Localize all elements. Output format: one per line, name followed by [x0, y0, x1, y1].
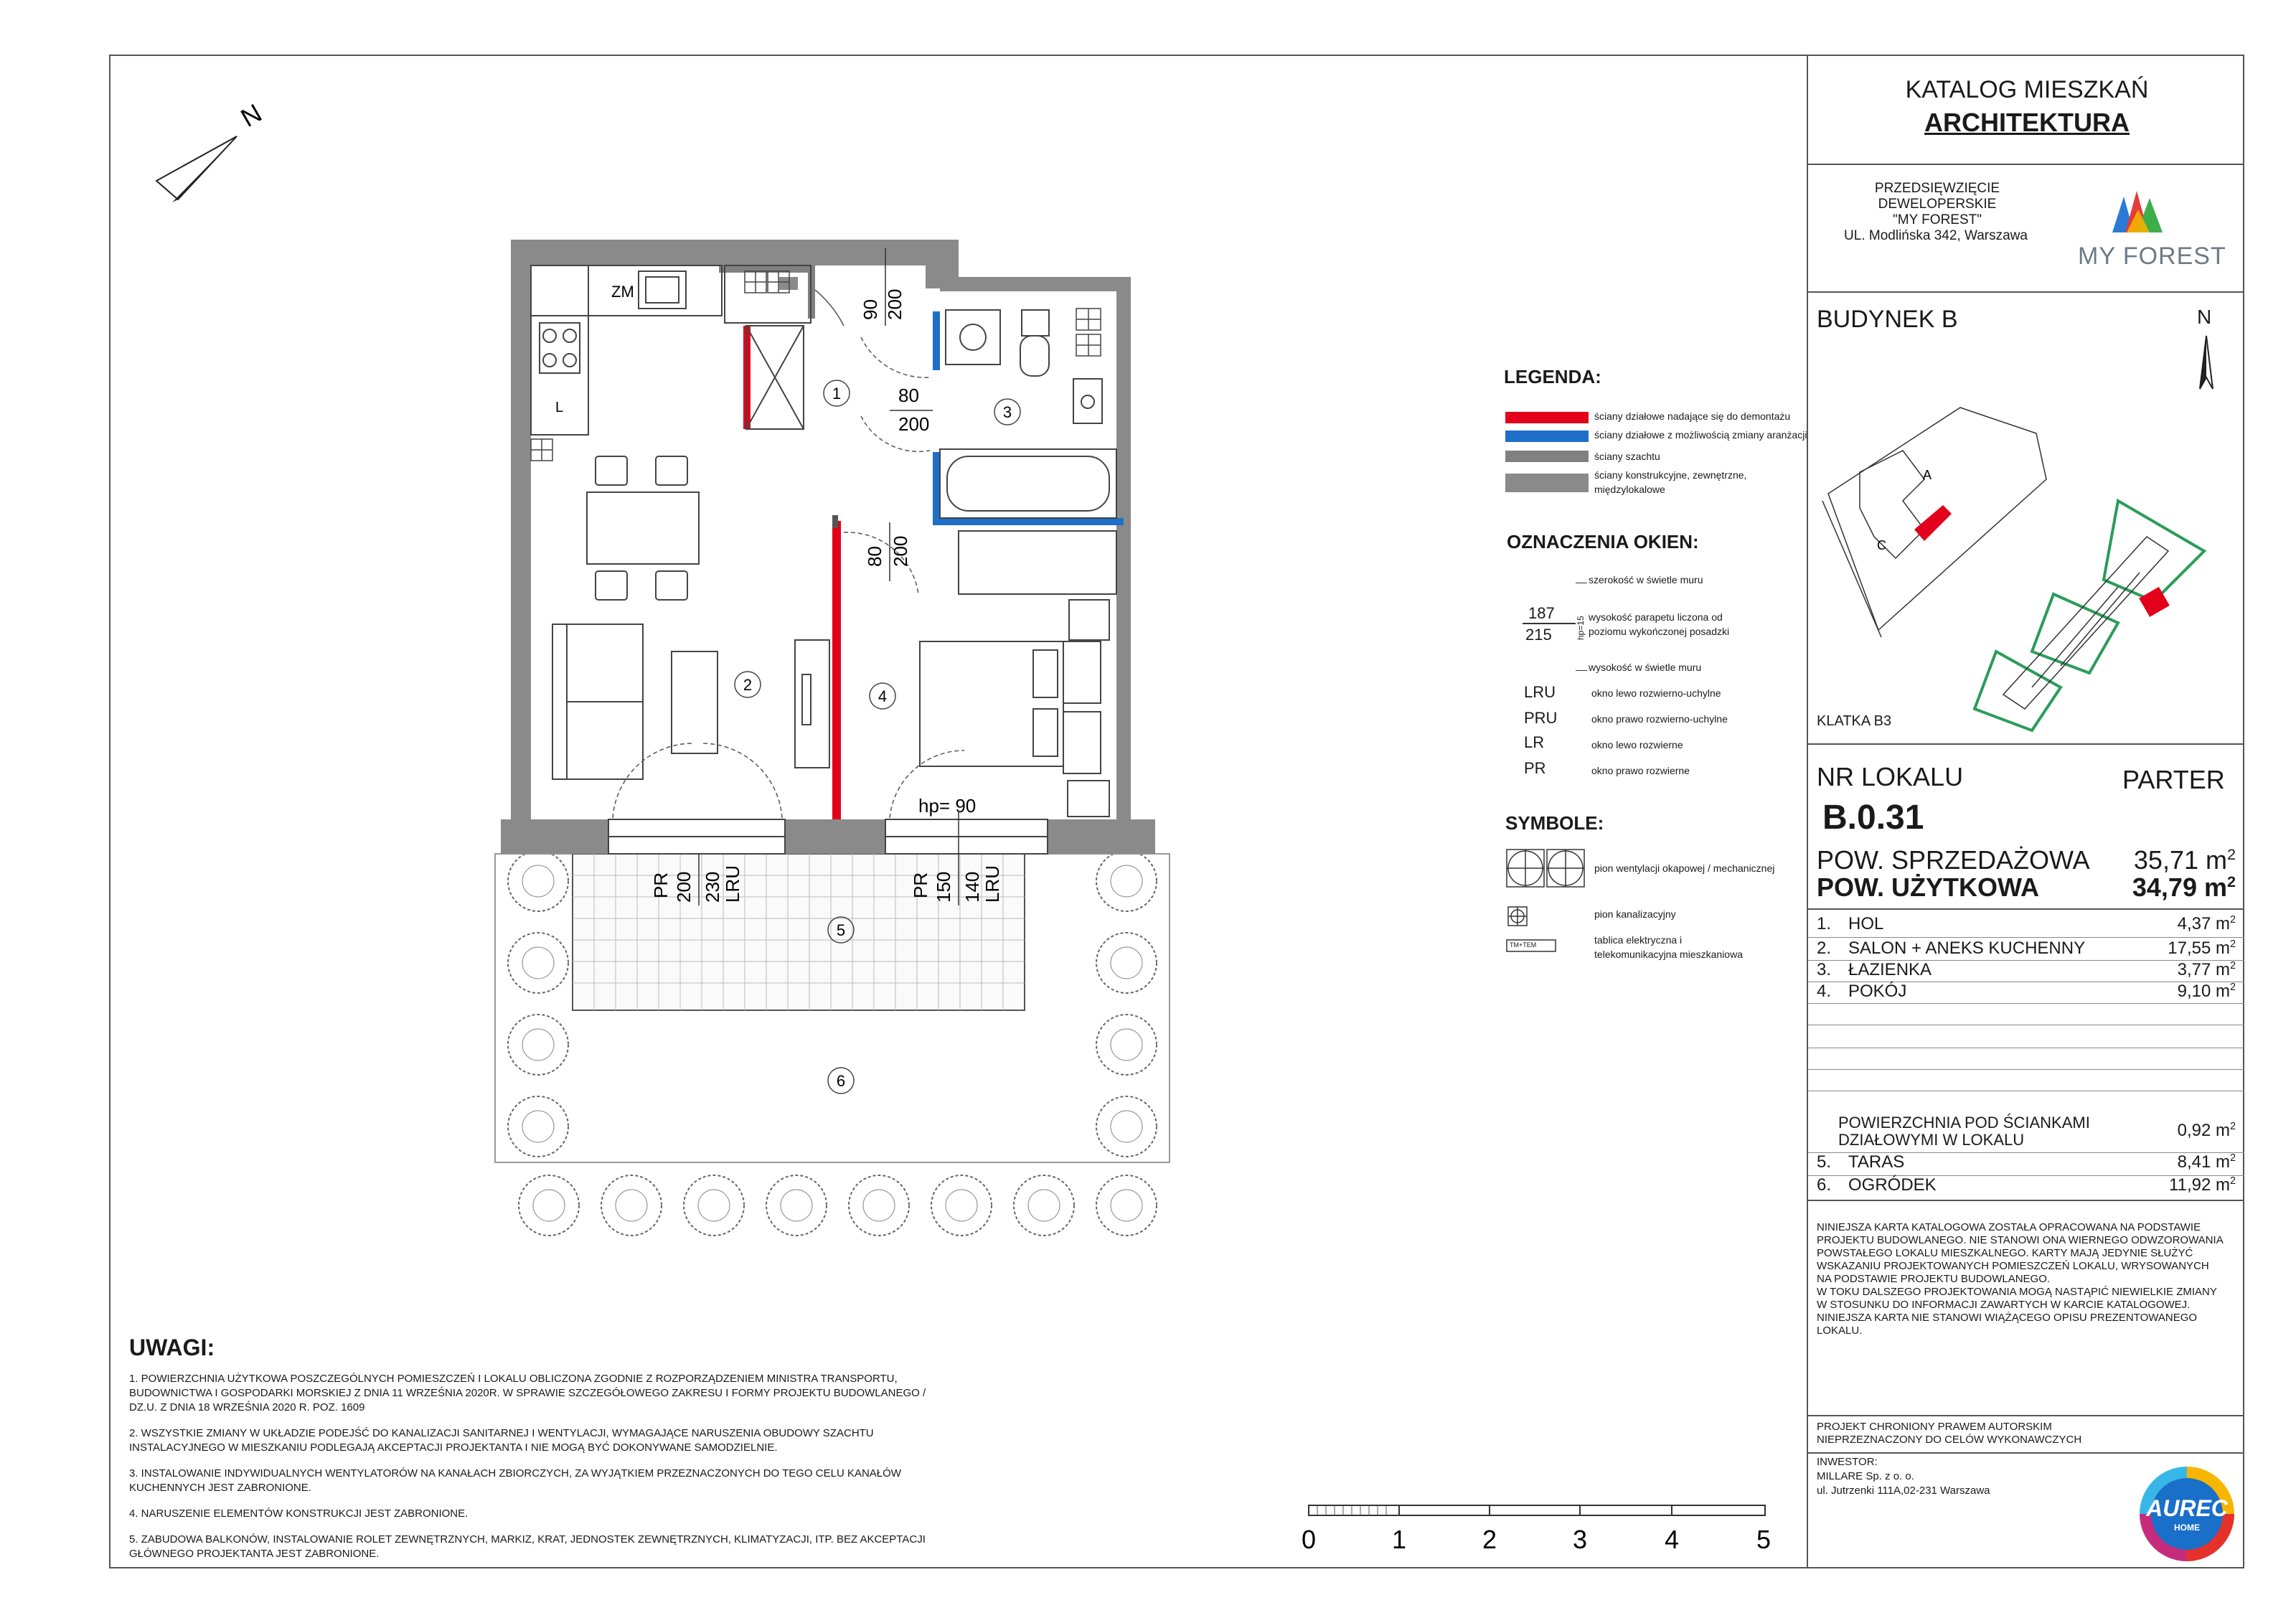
symbol-sewer: pion kanalizacyjny	[1594, 908, 1676, 920]
note-1: 1. POWIERZCHNIA UŻYTKOWA POSZCZEGÓLNYCH POMIESZCZEŃ I LOKALU OBLICZONA ZGODNIE Z ROZPORZĄDZENIEM MINISTRA TRANSPORTU, BUDOWNICTWA I GOSPODARKI MORSKIEJ Z DNIA 11 WRZEŚNIA 2020R. W SPRAWIE SZCZEGÓŁOWEGO ZAKRESU I FORMY PROJEKTU BUDOWLANEGO / DZ.U. Z DNIA 18 WRZEŚNIA 2020 R. POZ. 1609	[129, 1373, 926, 1413]
l-label: L	[555, 400, 564, 415]
stair-label: KLATKA B3	[1817, 713, 1892, 729]
legend-item-2: ściany działowe z możliwością zmiany aranżacji	[1594, 429, 1807, 441]
window-desc-parapet-1: wysokość parapetu liczona od	[1589, 611, 1723, 623]
bathroom	[940, 310, 1116, 518]
room-3-no: 3.	[1817, 960, 1832, 979]
room-number-5: 5	[836, 921, 846, 939]
window-sample-side: hp=15	[1576, 616, 1586, 640]
room-2-name: SALON + ANEKS KUCHENNY	[1848, 938, 2086, 958]
scale-tick-2: 2	[1482, 1525, 1497, 1554]
window-type-pr: PR	[1524, 759, 1546, 777]
window2-width: 150	[933, 871, 954, 903]
legend-swatch-red	[1505, 412, 1589, 423]
symbol-panel-2: telekomunikacyjna mieszkaniowa	[1594, 949, 1743, 960]
header-subtitle: ARCHITEKTURA	[1924, 108, 2130, 137]
room-1-no: 1.	[1817, 914, 1832, 933]
room-4-name: POKÓJ	[1848, 982, 1907, 1001]
walls-area-line1: POWIERZCHNIA POD ŚCIANKAMI	[1838, 1114, 2090, 1132]
outdoor-6-name: OGRÓDEK	[1848, 1175, 1937, 1195]
aurec-logo-text: AUREC	[2146, 1495, 2228, 1521]
door1-width: 90	[860, 299, 881, 320]
sales-area-value: 35,71 $m^2$	[2133, 845, 2236, 875]
unit-code: B.0.31	[1822, 799, 1924, 837]
scale-tick-4: 4	[1664, 1525, 1680, 1554]
scale-tick-3: 3	[1572, 1525, 1588, 1554]
window-type-lr: LR	[1524, 733, 1545, 751]
window2-type: PR	[910, 872, 931, 898]
windows-title: OZNACZENIA OKIEN:	[1507, 531, 1699, 552]
window-sample-bottom: 215	[1525, 626, 1552, 644]
outdoor-5-area: 8,41 $m^2$	[2177, 1152, 2236, 1172]
window-desc-height: wysokość w świetle muru	[1589, 662, 1702, 673]
panel-icon-text: TM+TEM	[1510, 941, 1537, 949]
site-map	[1817, 386, 2240, 745]
fridge-label: ZM	[611, 283, 634, 301]
my-forest-logo-icon	[2105, 188, 2170, 235]
window2-height: 140	[961, 871, 983, 903]
brand-name: MY FOREST	[2078, 243, 2226, 270]
door1-height: 200	[884, 288, 905, 320]
notes-list	[129, 1372, 933, 1573]
walls-area-line2: DZIAŁOWYMI W LOKALU	[1838, 1131, 2025, 1149]
bed	[920, 531, 1116, 817]
room-4-no: 4.	[1817, 982, 1832, 1001]
outdoor-6-area: 11,92 $m^2$	[2169, 1175, 2236, 1195]
note-4: 4. NARUSZENIE ELEMENTÓW KONSTRUKCJI JEST ZABRONIONE.	[129, 1507, 469, 1520]
developer-line4: UL. Modlińska 342, Warszawa	[1844, 228, 2028, 243]
disclaimer: NINIEJSZA KARTA KATALOGOWA ZOSTAŁA OPRACOWANA NA PODSTAWIE PROJEKTU BUDOWLANEGO. NIE STANOWI ONA WIERNEGO ODWZOROWANIA POWSTAŁEGO LOKALU MIESZKALNEGO. KARTY MAJĄ JEDYNIE SŁUŻYĆ WSKAZANIU PROJEKTOWANYCH POMIESZCZEŃ LOKALU, WRYSOWANYCH NA PODSTAWIE PROJEKTU BUDOWLANEGO. W TOKU DALSZEGO PROJEKTOWANIA MOGĄ NASTĄPIĆ NIEWIELKIE ZMIANY W STOSUNKU DO INFORMACJI ZAWARTYCH W KARCIE KATALOGOWEJ. NINIEJSZA KARTA NIE STANOWI WIĄŻĄCEGO OPISU PREZENTOWANEGO LOKALU.	[1817, 1221, 2224, 1337]
window-desc-width: szerokość w świetle muru	[1589, 574, 1703, 585]
scale-tick-0: 0	[1301, 1525, 1317, 1554]
note-2: 2. WSZYSTKIE ZMIANY W UKŁADZIE PODEJŚĆ DO KANALIZACJI SANITARNEJ I WENTYLACJI, WYMAGAJĄCE NARUSZENIA OBUDOWY SZACHTU INSTALACYJNEGO W MIESZKANIU PODLEGAJĄ AKCEPTACJI PROJEKTANTA I NIE MOGĄ BYĆ DOKONYWANE SAMODZIELNIE.	[129, 1427, 874, 1454]
hp-label: hp= 90	[918, 795, 977, 817]
outdoor-5-name: TARAS	[1848, 1152, 1905, 1172]
note-5: 5. ZABUDOWA BALKONÓW, INSTALOWANIE ROLET ZEWNĘTRZNYCH, MARKIZ, KRAT, JEDNOSTEK ZEWNĘTRZNYCH, KLIMATYZACJI, ITP. BEZ AKCEPTACJI GŁÓWNEGO PROJEKTANTA JEST ZABRONIONE.	[129, 1533, 926, 1560]
doors	[613, 290, 964, 818]
room-3-area: 3,77 $m^2$	[2177, 960, 2236, 979]
north-arrow-icon	[156, 98, 267, 202]
window-type-lru: LRU	[1524, 683, 1556, 701]
sales-area-label: POW. SPRZEDAŻOWA	[1817, 845, 2090, 875]
developer-line1: PRZEDSIĘWZIĘCIE	[1874, 181, 2000, 196]
header-title: KATALOG MIESZKAŃ	[1905, 76, 2149, 103]
dining-table	[587, 456, 699, 600]
developer-line3: "MY FOREST"	[1893, 212, 1982, 227]
terrace	[573, 854, 1025, 1010]
room-1-area: 4,37 $m^2$	[2177, 914, 2236, 933]
window1-height: 230	[702, 871, 723, 903]
building-north-arrow-icon	[2196, 334, 2217, 392]
legend-swatch-darkgray	[1505, 474, 1589, 492]
symbol-vent: pion wentylacji okapowej / mechanicznej	[1594, 862, 1775, 874]
scale-bar	[1309, 1505, 1765, 1515]
window-type-pru-desc: okno prawo rozwierno-uchylne	[1591, 713, 1728, 725]
room-1-name: HOL	[1848, 914, 1884, 933]
site-map-letter-c: C	[1877, 538, 1886, 552]
window-type-lr-desc: okno lewo rozwierne	[1591, 739, 1683, 751]
window1-opening: LRU	[722, 865, 743, 903]
window-sample-top: 187	[1528, 604, 1555, 622]
unit-nr-label: NR LOKALU	[1817, 762, 1964, 791]
window-type-pru: PRU	[1524, 709, 1558, 727]
sofa	[552, 624, 829, 779]
legend-swatch-blue	[1505, 431, 1589, 442]
notes-title: UWAGI:	[129, 1335, 215, 1360]
legend-item-3: ściany szachtu	[1594, 451, 1660, 462]
room-number-3: 3	[1002, 403, 1012, 421]
window2-opening: LRU	[982, 865, 1003, 903]
window-type-lru-desc: okno lewo rozwierno-uchylne	[1591, 687, 1721, 699]
site-map-letter-a: A	[1923, 468, 1932, 482]
aurec-logo-sub: HOME	[2174, 1523, 2200, 1533]
door2-width: 80	[898, 385, 919, 406]
scale-tick-1: 1	[1391, 1525, 1407, 1554]
walls-area-value: 0,92 $m^2$	[2177, 1121, 2236, 1140]
legend-item-4b: międzylokalowe	[1594, 484, 1665, 495]
window-type-pr-desc: okno prawo rozwierne	[1591, 765, 1690, 776]
outdoor-6-no: 6.	[1817, 1175, 1832, 1195]
door3-height: 200	[890, 535, 911, 567]
removable-walls	[743, 326, 841, 819]
developer-line2: DEWELOPERSKIE	[1878, 197, 1997, 212]
investor: INWESTOR: MILLARE Sp. z o. o. ul. Jutrzenki 111A,02-231 Warszawa	[1817, 1456, 1990, 1497]
outdoor-5-no: 5.	[1817, 1152, 1832, 1172]
room-3-name: ŁAZIENKA	[1848, 960, 1932, 979]
symbol-panel-1: tablica elektryczna i	[1594, 934, 1683, 946]
aurec-logo-icon	[2140, 1467, 2234, 1561]
structural-walls	[501, 240, 1155, 854]
room-number-6: 6	[836, 1072, 846, 1090]
copyright: PROJEKT CHRONIONY PRAWEM AUTORSKIM NIEPRZEZNACZONY DO CELÓW WYKONAWCZYCH	[1817, 1421, 2082, 1446]
plan-north-label: N	[235, 98, 267, 133]
building-label: BUDYNEK B	[1817, 306, 1958, 333]
scale-tick-5: 5	[1756, 1525, 1772, 1554]
legend-swatch-gray	[1505, 451, 1589, 462]
legend-item-1: ściany działowe nadające się do demontażu	[1594, 410, 1791, 422]
room-4-area: 9,10 $m^2$	[2177, 982, 2236, 1001]
note-3: 3. INSTALOWANIE INDYWIDUALNYCH WENTYLATORÓW NA KANAŁACH ZBIORCZYCH, ZA WYJĄTKIEM PRZEZNACZONYCH DO TEGO CELU KANAŁÓW KUCHENNYCH JEST ZABRONIONE.	[129, 1467, 901, 1494]
symbols-title: SYMBOLE:	[1505, 812, 1604, 834]
unit-floor: PARTER	[2122, 765, 2225, 794]
legend-title: LEGENDA:	[1504, 366, 1601, 387]
room-2-area: 17,55 $m^2$	[2168, 938, 2236, 958]
window-desc-parapet-2: poziomu wykończonej posadzki	[1589, 626, 1730, 637]
building-north: N	[2197, 306, 2212, 328]
usable-area-value: 34,79 $m^2$	[2132, 872, 2236, 902]
usable-area-label: POW. UŻYTKOWA	[1817, 872, 2039, 902]
door2-height: 200	[898, 413, 930, 435]
kitchen	[531, 265, 811, 435]
window1-width: 200	[673, 871, 695, 903]
legend-item-4: ściany konstrukcyjne, zewnętrzne,	[1594, 469, 1747, 481]
room-number-4: 4	[878, 687, 888, 705]
window1-type: PR	[650, 872, 672, 898]
info-panel	[1807, 55, 2244, 1568]
door3-width: 80	[864, 546, 885, 567]
room-2-no: 2.	[1817, 938, 1832, 958]
room-number-1: 1	[832, 385, 842, 403]
room-number-2: 2	[743, 676, 753, 694]
